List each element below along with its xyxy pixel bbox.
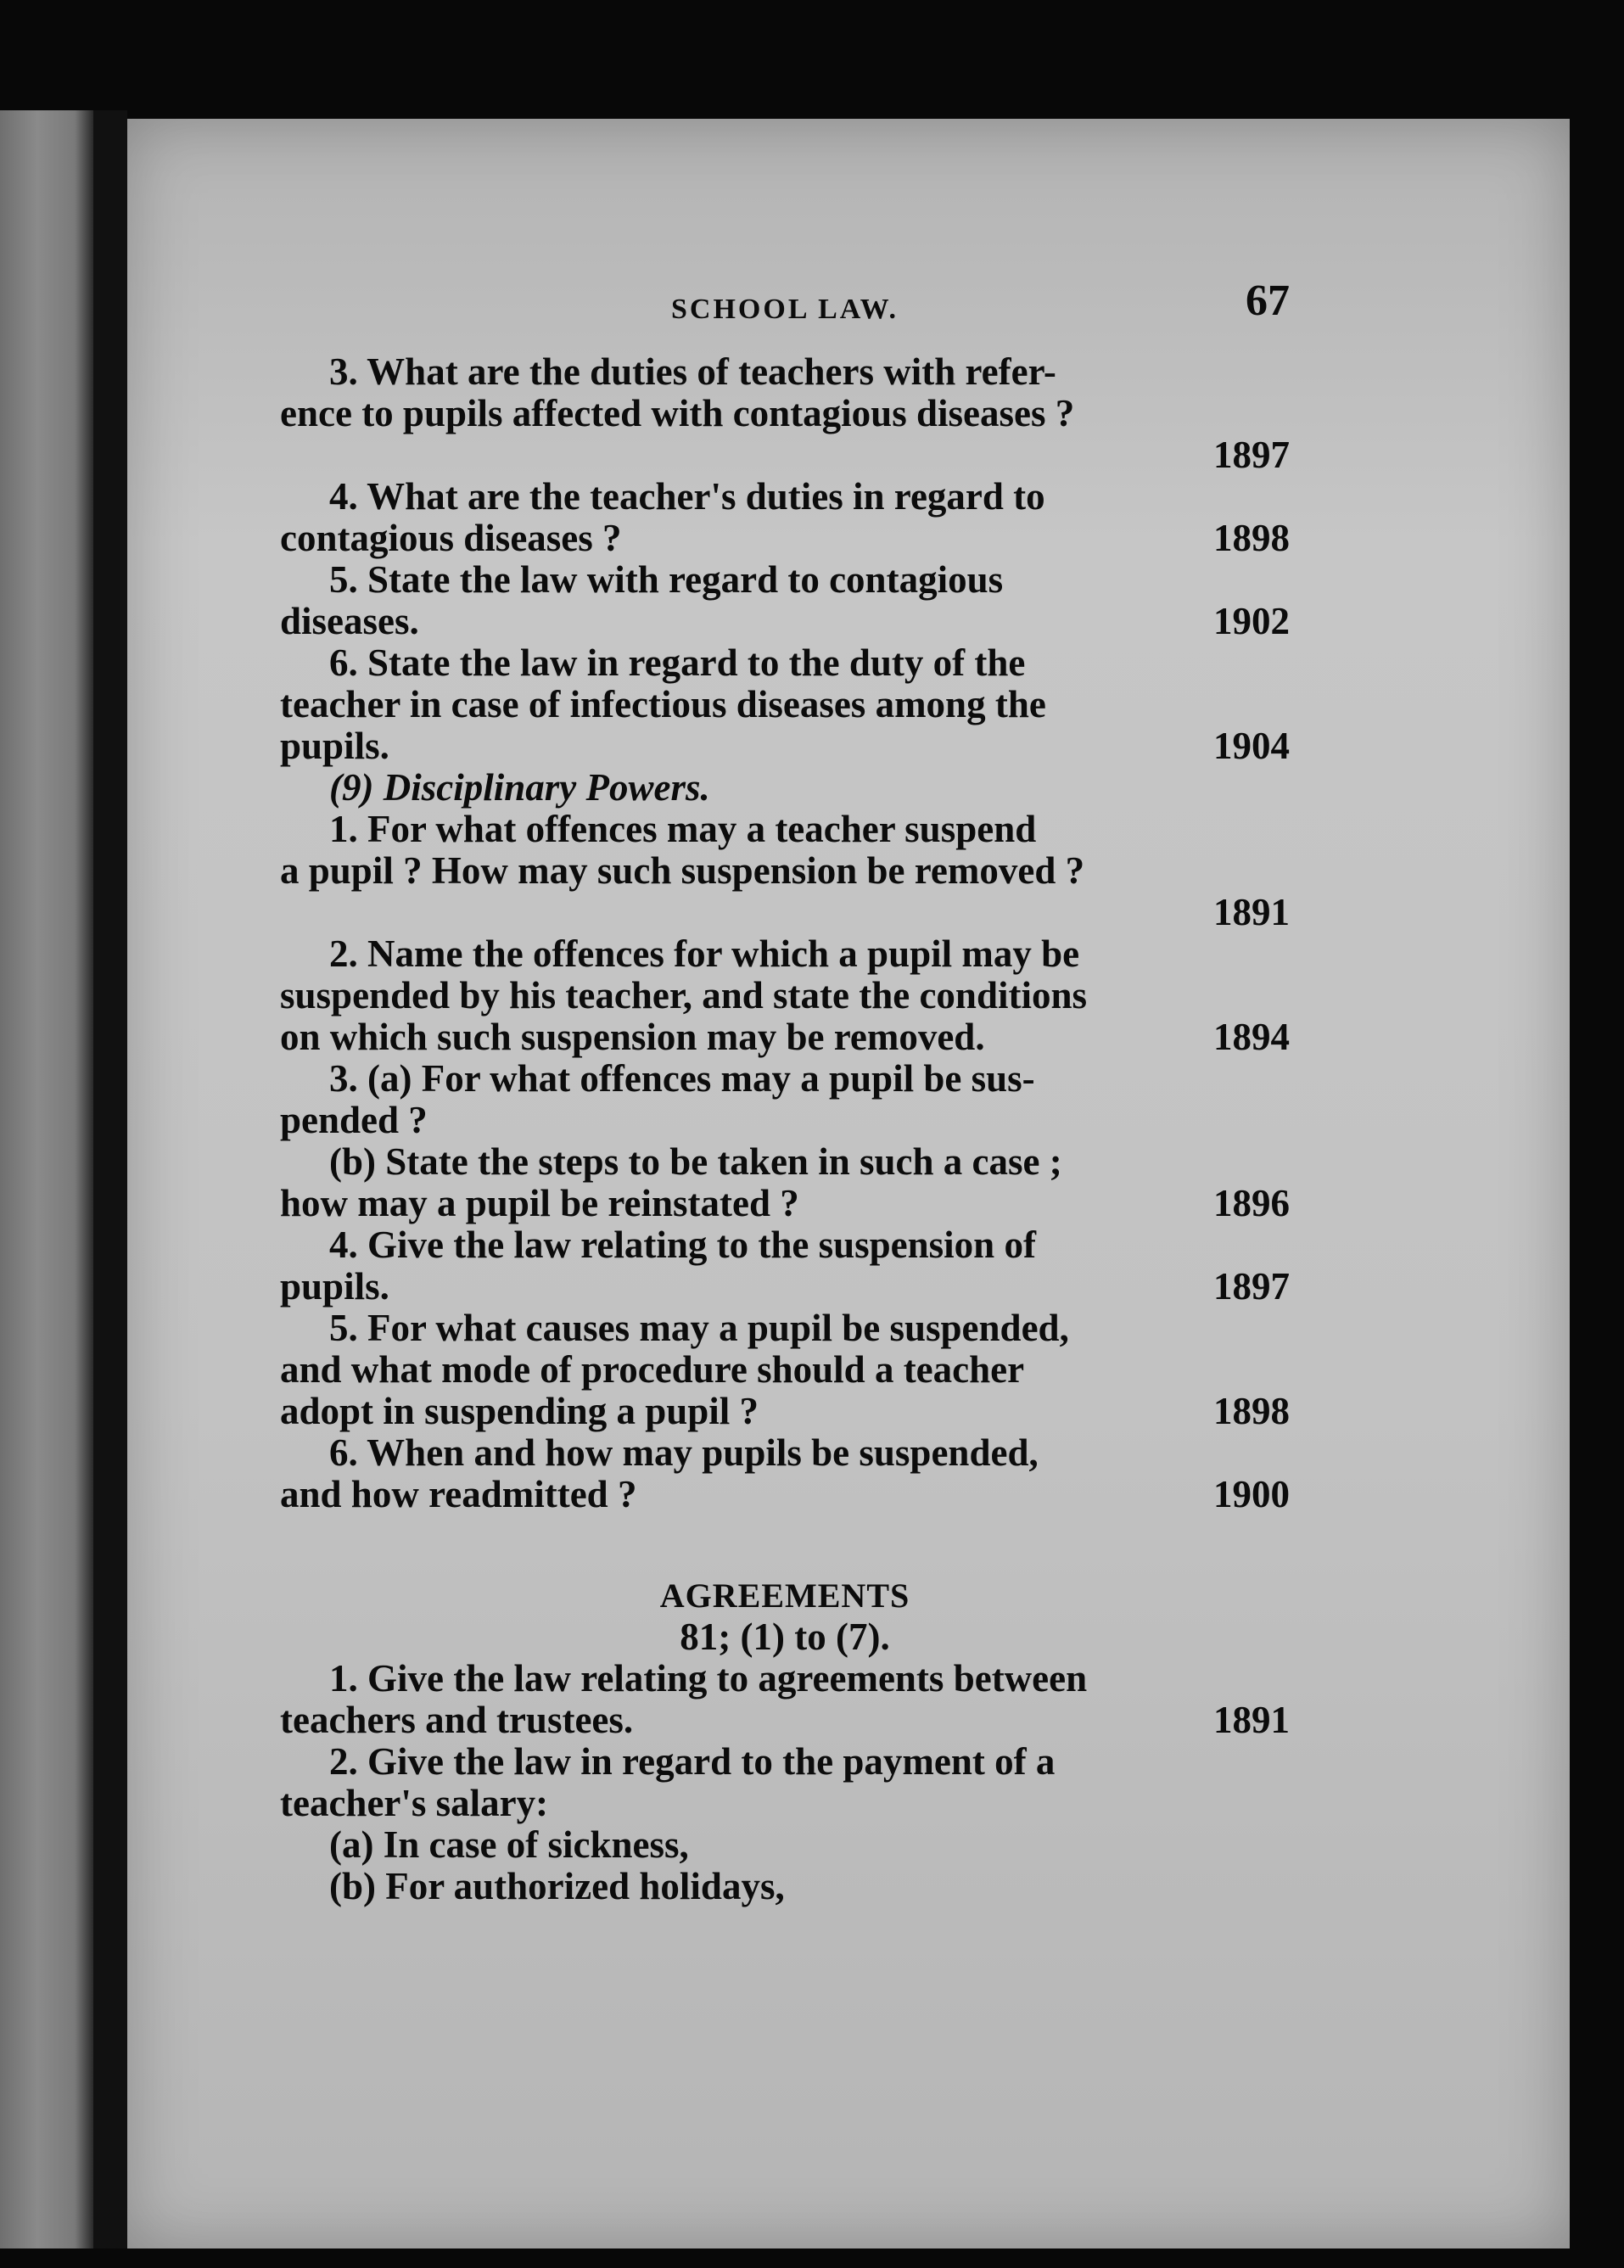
question-item [280,933,1290,1058]
question-item [280,1141,1290,1224]
question-line: diseases. 1902 [280,600,1290,642]
section-heading-agreements: AGREEMENTS [659,1576,910,1615]
question-line: a pupil ? How may such suspension be removed ? [280,849,1085,892]
question-line: on which such suspension may be removed. 1894 [280,1016,1290,1058]
question-item [280,642,1290,767]
adjacent-page-strip [0,110,93,2248]
exam-year: 1900 [1213,1473,1290,1515]
sub-item: (a) In case of sickness, [329,1823,689,1866]
question-item [280,559,1290,642]
question-item [280,1224,1290,1308]
question-item [280,476,1290,559]
section-heading-disciplinary: (9) Disciplinary Powers. [329,766,710,809]
question-item [280,1058,1290,1141]
page-number: 67 [1246,277,1290,325]
exam-year: 1891 [1213,891,1290,933]
question-line: teacher in case of infectious diseases among the [280,683,1046,725]
question-line: 3. What are the duties of teachers with refer- [329,350,1056,393]
question-item [280,1658,1290,1741]
exam-year: 1898 [1213,517,1290,559]
exam-year: 1898 [1213,1390,1290,1432]
sub-item: (b) For authorized holidays, [329,1865,785,1907]
question-line: how may a pupil be reinstated ? 1896 [280,1182,1290,1224]
exam-year: 1897 [1213,1265,1290,1308]
question-item [280,351,1290,476]
question-line: (b) State the steps to be taken in such a case ; [329,1140,1062,1183]
question-item [280,1432,1290,1515]
sub-item-list [280,1824,1290,1907]
question-line: 3. (a) For what offences may a pupil be sus- [329,1057,1035,1100]
question-line: 5. State the law with regard to contagious [329,558,1004,601]
question-line: teacher's salary: [280,1782,549,1824]
question-line: 6. When and how may pupils be suspended, [329,1431,1039,1474]
question-item [280,1741,1290,1824]
page-gutter [93,110,127,2248]
question-line: 2. Give the law in regard to the payment of a [329,1740,1056,1783]
question-item [280,1308,1290,1432]
question-line: adopt in suspending a pupil ? 1898 [280,1390,1290,1432]
question-line: 4. What are the teacher's duties in regard to [329,475,1045,518]
question-list-agreements [280,1658,1290,1824]
question-line: teachers and trustees. 1891 [280,1699,1290,1741]
running-title: SCHOOL LAW. [671,294,899,325]
exam-year: 1891 [1213,1699,1290,1741]
question-line: 2. Name the offences for which a pupil may be [329,932,1080,975]
question-line: 4. Give the law relating to the suspension of [329,1224,1036,1266]
page-content [280,277,1290,1907]
question-line: 1. For what offences may a teacher suspend [329,808,1037,850]
question-line: 1. Give the law relating to agreements between [329,1657,1088,1700]
question-line: suspended by his teacher, and state the conditions [280,974,1087,1016]
question-list-contagious [280,351,1290,767]
running-head [280,277,1290,339]
exam-year: 1902 [1213,600,1290,642]
question-line: and how readmitted ? 1900 [280,1473,1290,1515]
question-line: ence to pupils affected with contagious diseases ? [280,392,1075,434]
question-line: pended ? [280,1099,428,1141]
question-item [280,809,1290,933]
question-line: pupils. 1897 [280,1265,1290,1308]
question-list-disciplinary [280,809,1290,1515]
question-line: contagious diseases ? 1898 [280,517,1290,559]
question-line: pupils. 1904 [280,725,1290,767]
question-line: 5. For what causes may a pupil be suspended, [329,1307,1069,1349]
question-line: and what mode of procedure should a teacher [280,1348,1025,1391]
exam-year: 1894 [1213,1016,1290,1058]
exam-year: 1897 [1213,434,1290,476]
question-line: 6. State the law in regard to the duty of the [329,641,1026,684]
section-subheading-agreements: 81; (1) to (7). [680,1616,890,1658]
exam-year: 1904 [1213,725,1290,767]
exam-year: 1896 [1213,1182,1290,1224]
